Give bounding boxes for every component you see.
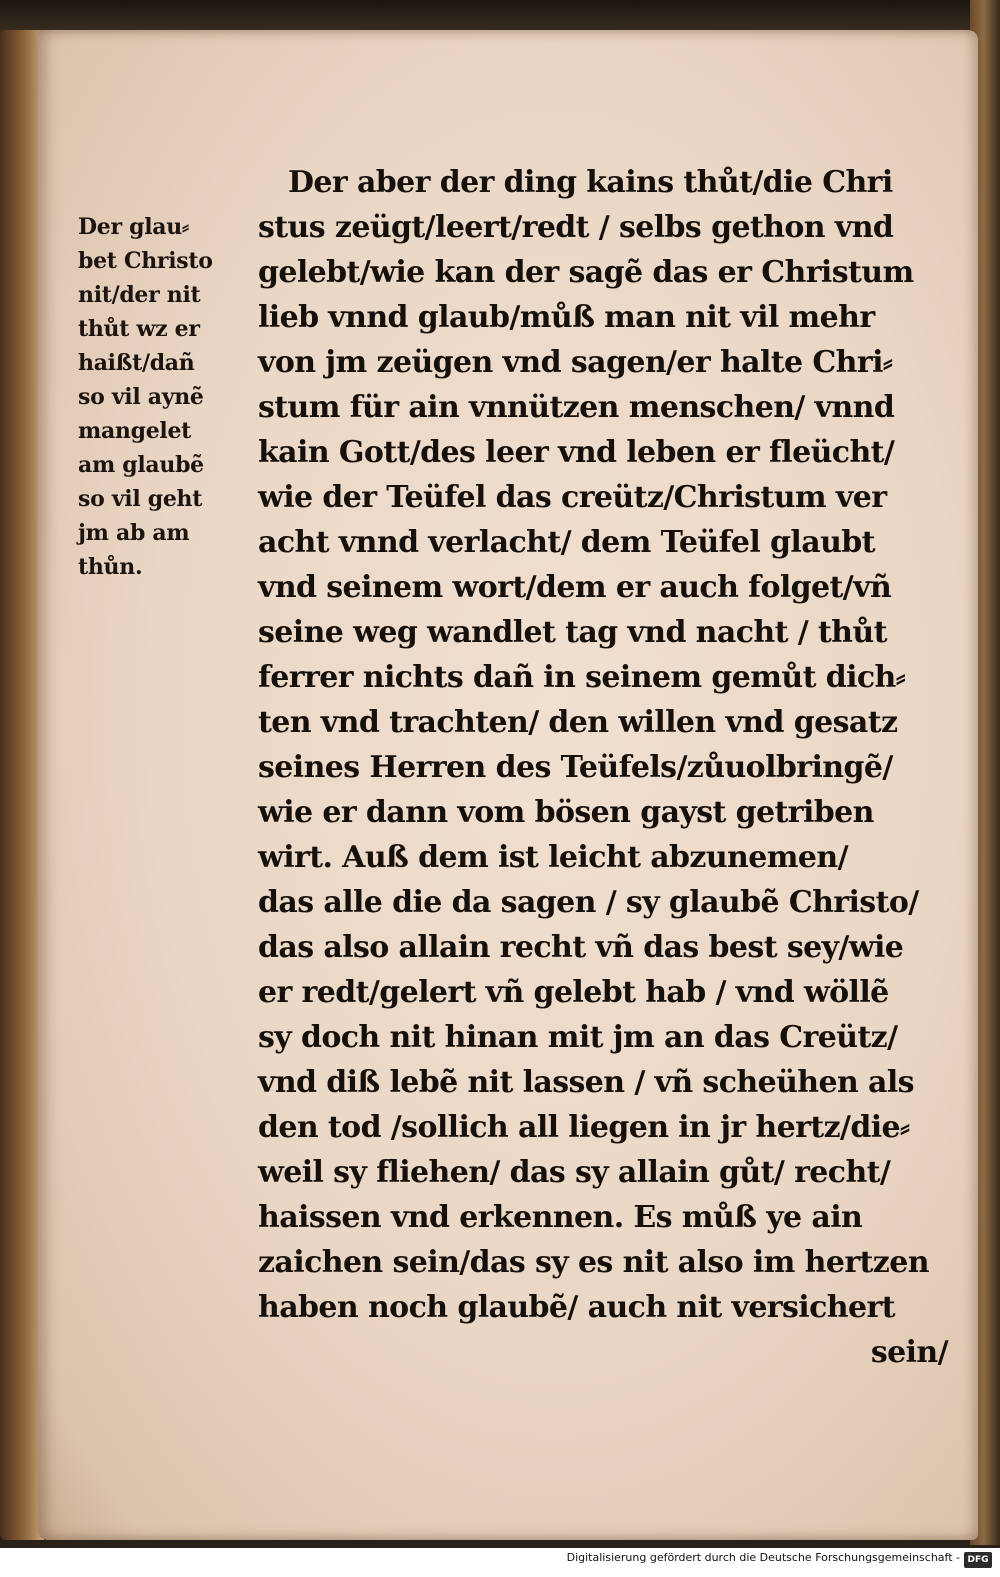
digitization-credit: Digitalisierung gefördert durch die Deutsche Forschungsgemeinschaft - <box>566 1551 960 1564</box>
text-line: lieb vnnd glaub/můß man nit vil mehr <box>258 300 875 335</box>
text-line: haissen vnd erkennen. Es můß ye ain <box>258 1200 863 1235</box>
text-line: gelebt/wie kan der sagẽ das er Christum <box>258 255 914 290</box>
text-line: seines Herren des Teüfels/zůuolbringẽ/ <box>258 750 893 785</box>
text-line: wie der Teüfel das creütz/Christum ver <box>258 480 887 515</box>
marginal-note-line: nit/der nit <box>78 282 201 308</box>
text-line: haben noch glaubẽ/ auch nit versichert <box>258 1290 895 1325</box>
catchword: sein/ <box>870 1335 948 1370</box>
text-line: wie er dann vom bösen gayst getriben <box>258 795 874 830</box>
text-line: vnd seinem wort/dem er auch folget/vñ <box>258 570 892 605</box>
main-text-block <box>258 160 958 1375</box>
text-line: vnd diß lebẽ nit lassen / vñ scheühen als <box>258 1065 914 1100</box>
marginal-note-line: jm ab am <box>78 520 190 546</box>
marginal-note-line: so vil geht <box>78 486 203 512</box>
marginal-note-line: thůn. <box>78 554 143 580</box>
marginal-note-line: so vil aynẽ <box>78 384 204 410</box>
text-line: acht vnnd verlacht/ dem Teüfel glaubt <box>258 525 875 560</box>
marginal-note-line: thůt wz er <box>78 316 200 342</box>
text-line: ferrer nichts dañ in seinem gemůt dich⸗ <box>258 660 906 695</box>
marginal-note-line: mangelet <box>78 418 192 444</box>
text-line: kain Gott/des leer vnd leben er fleücht/ <box>258 435 895 470</box>
text-line: das also allain recht vñ das best sey/wie <box>258 930 904 965</box>
text-line: stum für ain vnnützen menschen/ vnnd <box>258 390 895 425</box>
dfg-logo: DFG <box>964 1552 992 1568</box>
marginal-note-line: am glaubẽ <box>78 452 204 478</box>
marginal-note <box>78 210 248 584</box>
text-line: sy doch nit hinan mit jm an das Creütz/ <box>258 1020 898 1055</box>
text-line: Der aber der ding kains thůt/die Chri <box>288 165 893 200</box>
text-line: zaichen sein/das sy es nit also im hertzen <box>258 1245 929 1280</box>
text-line: den tod /sollich all liegen in jr hertz/die⸗ <box>258 1110 910 1145</box>
marginal-note-line: bet Christo <box>78 248 213 274</box>
text-line: weil sy fliehen/ das sy allain gůt/ recht/ <box>258 1155 891 1190</box>
text-line: ten vnd trachten/ den willen vnd gesatz <box>258 705 898 740</box>
text-line: er redt/gelert vñ gelebt hab / vnd wöllẽ <box>258 975 889 1010</box>
text-line: wirt. Auß dem ist leicht abzunemen/ <box>258 840 848 875</box>
scan-background-top <box>0 0 1000 34</box>
text-line: das alle die da sagen / sy glaubẽ Christo/ <box>258 885 919 920</box>
text-line: von jm zeügen vnd sagen/er halte Chri⸗ <box>258 345 893 380</box>
marginal-note-line: haißt/dañ <box>78 350 195 376</box>
marginal-note-line: Der glau⸗ <box>78 214 189 240</box>
text-line: stus zeügt/leert/redt / selbs gethon vnd <box>258 210 894 245</box>
text-line: seine weg wandlet tag vnd nacht / thůt <box>258 615 887 650</box>
